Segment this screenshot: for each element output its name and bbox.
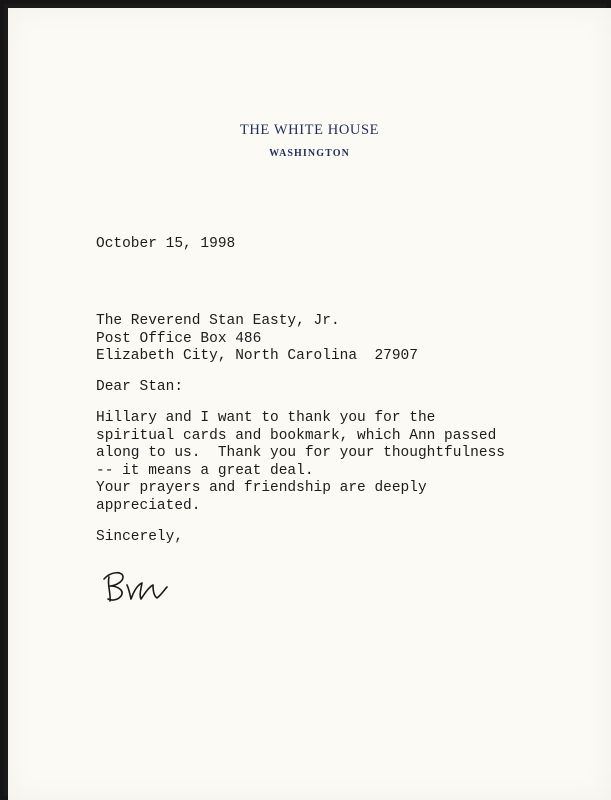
letter-date: October 15, 1998 <box>96 236 236 252</box>
recipient-line: Elizabeth City, North Carolina 27907 <box>96 348 418 365</box>
paragraph-appreciation <box>96 480 427 515</box>
paragraph-line: Hillary and I want to thank you for the <box>96 410 436 426</box>
paragraph-line: appreciated. <box>96 497 201 514</box>
paragraph-line: spiritual cards and bookmark, which Ann passed <box>96 427 497 444</box>
paragraph-line: -- it means a great deal. <box>96 462 314 479</box>
letter-page <box>8 8 611 800</box>
recipient-line: Post Office Box 486 <box>96 330 262 347</box>
recipient-address <box>96 313 418 366</box>
paragraph-line: Your prayers and friendship are deeply <box>96 480 427 496</box>
closing: Sincerely, <box>96 529 184 545</box>
paragraph-thanks <box>96 410 505 480</box>
salutation: Dear Stan: <box>96 379 184 395</box>
signature-icon <box>101 563 201 613</box>
letterhead <box>8 122 611 159</box>
letterhead-subtitle: WASHINGTON <box>269 148 350 159</box>
letterhead-title: THE WHITE HOUSE <box>239 122 380 138</box>
paragraph-line: along to us. Thank you for your thoughtfulness <box>96 445 505 462</box>
recipient-line: The Reverend Stan Easty, Jr. <box>96 313 340 329</box>
